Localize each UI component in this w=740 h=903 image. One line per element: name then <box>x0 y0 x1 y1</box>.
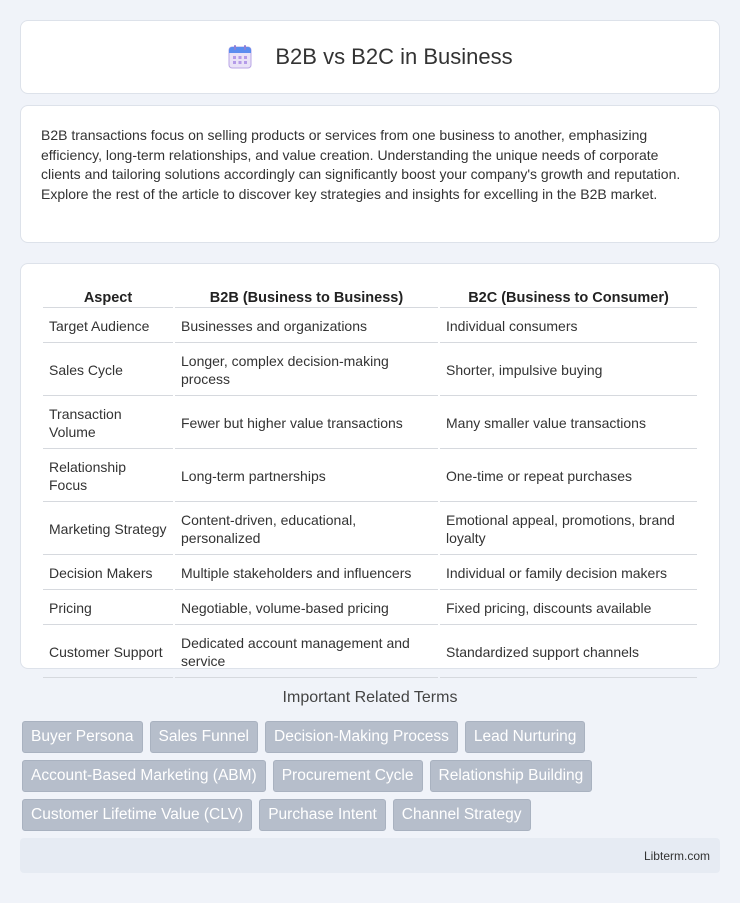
footer-site-link[interactable]: Libterm.com <box>643 848 710 863</box>
term-tag[interactable]: Account-Based Marketing (ABM) <box>22 760 266 792</box>
term-tag[interactable]: Buyer Persona <box>22 721 143 753</box>
table-cell: Multiple stakeholders and influencers <box>175 557 438 590</box>
table-row <box>43 592 697 625</box>
table-row <box>43 627 697 678</box>
term-tag[interactable]: Procurement Cycle <box>273 760 423 792</box>
table-cell: Negotiable, volume-based pricing <box>175 592 438 625</box>
term-tag[interactable]: Purchase Intent <box>259 799 386 831</box>
table-cell: Dedicated account management and service <box>175 627 438 678</box>
term-tag[interactable]: Relationship Building <box>430 760 593 792</box>
table-cell: Fixed pricing, discounts available <box>440 592 697 625</box>
table-row <box>43 557 697 590</box>
table-cell: Pricing <box>43 592 173 625</box>
comparison-table <box>41 284 699 680</box>
footer <box>20 838 720 873</box>
related-terms-list <box>22 721 722 831</box>
calendar-icon <box>227 44 253 70</box>
table-cell: Businesses and organizations <box>175 310 438 343</box>
table-row <box>43 504 697 555</box>
term-tag[interactable]: Channel Strategy <box>393 799 531 831</box>
page-title: B2B vs B2C in Business <box>275 44 513 69</box>
table-row <box>43 345 697 396</box>
term-tag[interactable]: Lead Nurturing <box>465 721 586 753</box>
table-row <box>43 398 697 449</box>
table-cell: Customer Support <box>43 627 173 678</box>
table-header-row <box>43 286 697 308</box>
table-cell: Many smaller value transactions <box>440 398 697 449</box>
column-header: B2C (Business to Consumer) <box>440 286 697 308</box>
term-tag[interactable]: Decision-Making Process <box>265 721 458 753</box>
table-cell: Transaction Volume <box>43 398 173 449</box>
table-cell: Marketing Strategy <box>43 504 173 555</box>
table-cell: Fewer but higher value transactions <box>175 398 438 449</box>
table-cell: Decision Makers <box>43 557 173 590</box>
column-header: Aspect <box>43 286 173 308</box>
intro-card <box>20 105 720 243</box>
table-cell: Content-driven, educational, personalized <box>175 504 438 555</box>
term-tag[interactable]: Sales Funnel <box>150 721 258 753</box>
table-cell: Sales Cycle <box>43 345 173 396</box>
table-cell: Emotional appeal, promotions, brand loyalty <box>440 504 697 555</box>
title-card <box>20 20 720 94</box>
table-cell: Standardized support channels <box>440 627 697 678</box>
table-cell: Individual consumers <box>440 310 697 343</box>
comparison-card <box>20 263 720 669</box>
intro-paragraph: B2B transactions focus on selling products or services from one business to another, emphasizing efficiency, long-term relationships, and value creation. Understanding the unique needs of corporate clients and tailoring solutions accordingly can significantly boost your company's growth and reputation. Explore the rest of the article to discover key strategies and insights for excelling in the B2B market. <box>41 127 681 202</box>
term-tag[interactable]: Customer Lifetime Value (CLV) <box>22 799 252 831</box>
table-cell: Longer, complex decision-making process <box>175 345 438 396</box>
related-terms-title: Important Related Terms <box>282 689 458 706</box>
table-cell: Relationship Focus <box>43 451 173 502</box>
table-cell: One-time or repeat purchases <box>440 451 697 502</box>
table-cell: Long-term partnerships <box>175 451 438 502</box>
table-cell: Shorter, impulsive buying <box>440 345 697 396</box>
column-header: B2B (Business to Business) <box>175 286 438 308</box>
table-row <box>43 451 697 502</box>
table-cell: Individual or family decision makers <box>440 557 697 590</box>
table-row <box>43 310 697 343</box>
table-cell: Target Audience <box>43 310 173 343</box>
